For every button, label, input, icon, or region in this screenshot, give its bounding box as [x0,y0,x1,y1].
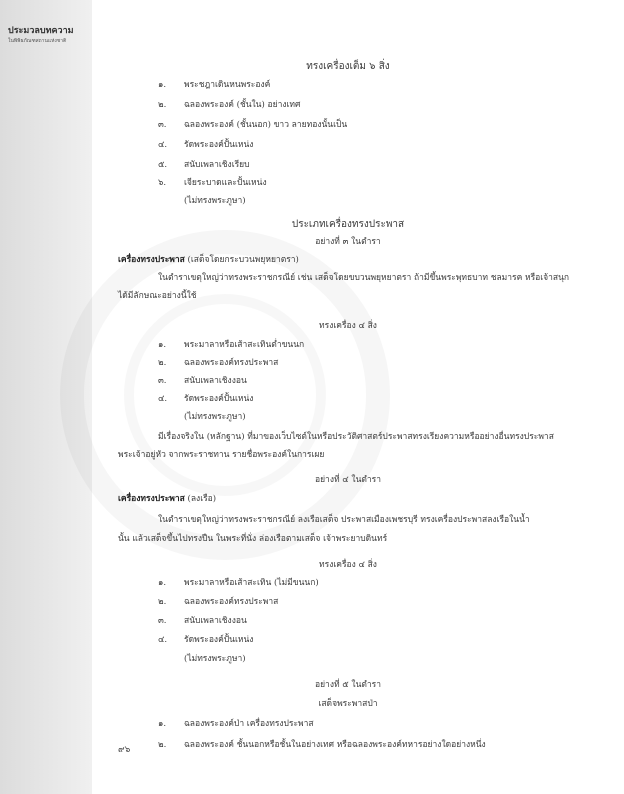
page-number: ๙๖ [118,745,131,755]
list-item: ๔. รัดพระองค์ปั้นเหน่ง [158,394,254,404]
section-title: เสด็จพระพาสป่า [318,699,378,709]
list-item: ๑. พระมาลาหรือเส้าสะเทิน (ไม่มีขนนก) [158,578,319,588]
list-item: ๑. ฉลองพระองค์ป่า เครื่องทรงประพาส [158,719,314,729]
paragraph-line: นั้น แล้วเสด็จขึ้นไปทรงปืน ในพระที่นั่ง ล่องเรือตามเสด็จ เจ้าพระยาบดินทร์ [118,534,388,544]
list-note: (ไม่ทรงพระภูษา) [184,654,246,664]
list-item: ๒. ฉลองพระองค์ทรงประพาส [158,597,279,607]
running-head-subtitle: ในพิพิธภัณฑสถานแห่งชาติ [8,38,67,44]
list-item: ๓. สนับเพลาเชิงงอน [158,376,247,386]
list-heading: ทรงเครื่อง ๔ สิ่ง [319,560,377,570]
list-item: ๒. ฉลองพระองค์ ชั้นนอกหรือชั้นในอย่างเทศ หรือฉลองพระองค์ทหารอย่างใดอย่างหนึ่ง [158,740,486,750]
section-subheading: อย่างที่ ๔ ในตำรา [314,475,382,485]
paragraph-line: ในตำราเขตุใหญ่ว่าทรงพระราชกรณีย์ ลงเรือเสด็จ ประพาสเมืองเพชรบุรี ทรงเครื่องประพาสลงเรือในน้ำ [158,515,530,525]
list-heading: ทรงเครื่อง ๔ สิ่ง [319,321,377,331]
paragraph-line: พระเจ้าอยู่หัว จากพระราชทาน รายชื่อพระองค์ในการเผย [118,450,325,460]
list-item: ๑. พระมาลาหรือเส้าสะเทินต่ำขนนก [158,340,305,350]
paragraph-line: ได้มีลักษณะอย่างนี้ใช้ [118,291,197,301]
list-item: ๓. สนับเพลาเชิงงอน [158,616,247,626]
section-heading: ทรงเครื่องเต็ม ๖ สิ่ง [306,61,390,72]
section-subheading: อย่างที่ ๕ ในตำรา [314,680,382,690]
list-item: ๔. รัดพระองค์ปั้นเหน่ง [158,140,254,150]
list-item: ๖. เจียระบาดและปั้นเหน่ง [158,178,267,188]
list-item: ๓. ฉลองพระองค์ (ชั้นนอก) ขาว ลายทองนั้นเป็น [158,120,348,130]
section-title: เครื่องทรงประพาส (เสด็จโดยกระบวนพยุหยาตรา) [118,255,299,265]
section-heading: ประเภทเครื่องทรงประพาส [291,219,405,230]
list-note: (ไม่ทรงพระภูษา) [184,196,246,206]
paragraph-line: มีเรื่องจริงใน (หลักฐาน) ที่มาของเว็บไซต์ในหรือประวัติศาสตร์ประพาสทรงเรียงความหรืออย่างอื่นทรงประพาส [158,432,554,442]
list-item: ๒. ฉลองพระองค์ (ชั้นใน) อย่างเทศ [158,100,301,110]
paragraph-line: ในตำราเขตุใหญ่ว่าทรงพระราชกรณีย์ เช่น เสด็จโดยขบวนพยุหยาตรา ถ้ามีขึ้นพระพุทธบาท ชลมารค หรือเจ้าสนุก [158,273,570,283]
section-title: เครื่องทรงประพาส (ลงเรือ) [118,494,217,504]
list-item: ๕. สนับเพลาเชิงเรียบ [158,160,250,170]
list-item: ๔. รัดพระองค์ปั้นเหน่ง [158,635,254,645]
running-head [8,26,92,45]
list-item: ๒. ฉลองพระองค์ทรงประพาส [158,358,279,368]
running-head-title: ประมวลบทความ [8,26,74,36]
list-note: (ไม่ทรงพระภูษา) [184,412,246,422]
section-subheading: อย่างที่ ๓ ในตำรา [315,237,381,247]
list-item: ๑. พระชฎาเดินหนพระองค์ [158,80,271,90]
